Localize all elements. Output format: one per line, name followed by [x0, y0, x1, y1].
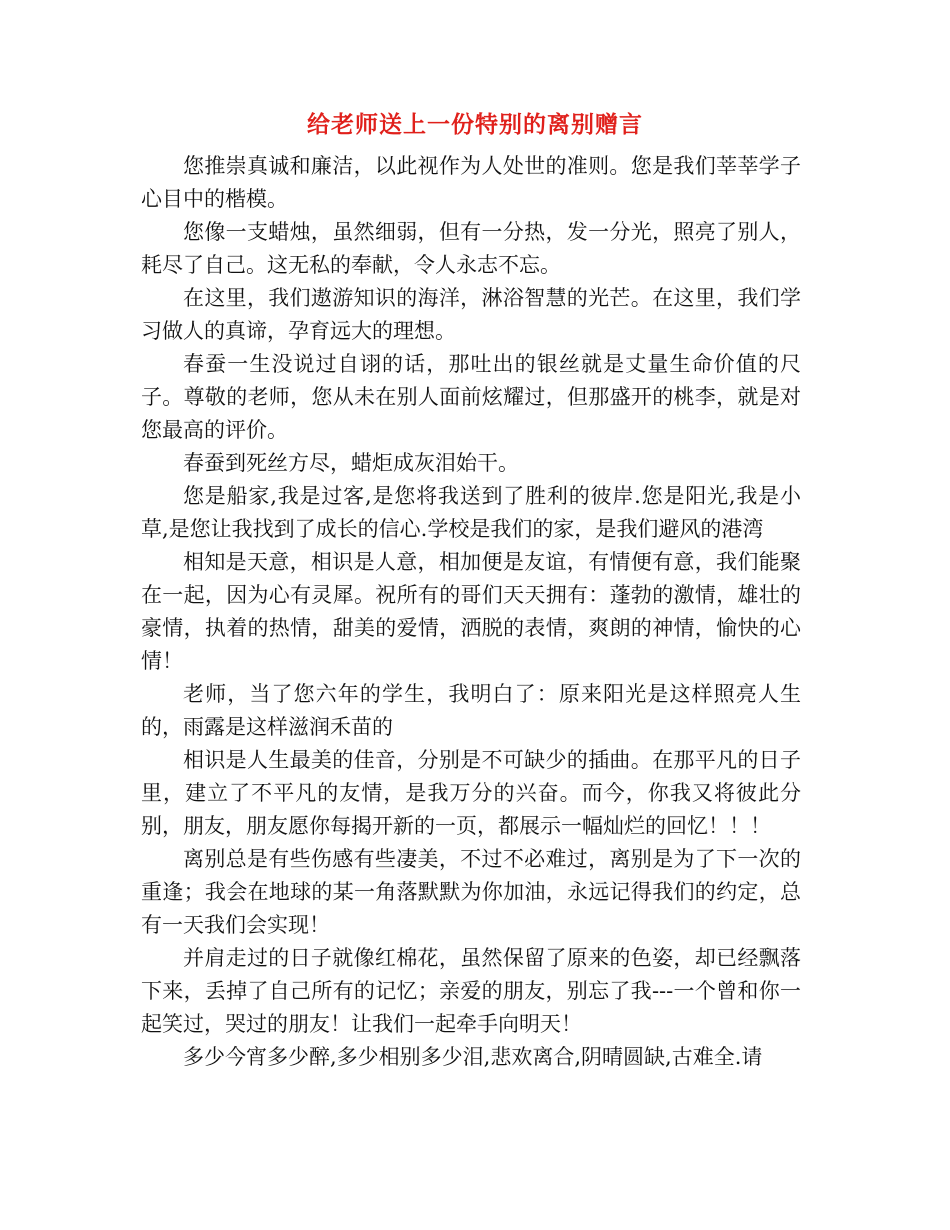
paragraph-1: 您推崇真诚和廉洁，以此视作为人处世的准则。您是我们莘莘学子心目中的楷模。 [141, 154, 801, 211]
document-title: 给老师送上一份特别的离别赠言 [307, 111, 643, 138]
paragraph-7: 相知是天意，相识是人意，相加便是友谊，有情便有意，我们能聚在一起，因为心有灵犀。祝所有的哥们天天拥有：蓬勃的激情，雄壮的豪情，执着的热情，甜美的爱情，洒脱的表情，爽朗的神情，愉快的心情！ [141, 550, 801, 673]
paragraph-6: 您是船家,我是过客,是您将我送到了胜利的彼岸.您是阳光,我是小草,是您让我找到了成长的信心.学校是我们的家，是我们避风的港湾 [141, 484, 801, 541]
paragraph-8: 老师，当了您六年的学生，我明白了：原来阳光是这样照亮人生的，雨露是这样滋润禾苗的 [141, 682, 801, 739]
paragraph-12: 多少今宵多少醉,多少相别多少泪,悲欢离合,阴晴圆缺,古难全.请 [183, 1045, 763, 1069]
paragraph-5: 春蚕到死丝方尽，蜡炬成灰泪始干。 [183, 451, 519, 475]
paragraph-4: 春蚕一生没说过自诩的话，那吐出的银丝就是丈量生命价值的尺子。尊敬的老师，您从未在别人面前炫耀过，但那盛开的桃李，就是对您最高的评价。 [141, 352, 801, 442]
paragraph-3: 在这里，我们遨游知识的海洋，淋浴智慧的光芒。在这里，我们学习做人的真谛，孕育远大的理想。 [141, 286, 801, 343]
paragraph-10: 离别总是有些伤感有些凄美，不过不必难过，离别是为了下一次的重逢；我会在地球的某一角落默默为你加油，永远记得我们的约定，总有一天我们会实现！ [141, 847, 801, 937]
paragraph-11: 并肩走过的日子就像红棉花，虽然保留了原来的色姿，却已经飘落下来，丢掉了自己所有的记忆；亲爱的朋友，别忘了我---一个曾和你一起笑过，哭过的朋友！让我们一起牵手向明天！ [141, 946, 801, 1036]
paragraph-2: 您像一支蜡烛，虽然细弱，但有一分热，发一分光，照亮了别人，耗尽了自己。这无私的奉献，令人永志不忘。 [141, 220, 801, 277]
paragraph-9: 相识是人生最美的佳音，分别是不可缺少的插曲。在那平凡的日子里，建立了不平凡的友情，是我万分的兴奋。而今，你我又将彼此分别，朋友，朋友愿你每揭开新的一页，都展示一幅灿烂的回忆！！！ [141, 748, 801, 838]
document-body [141, 150, 801, 1074]
